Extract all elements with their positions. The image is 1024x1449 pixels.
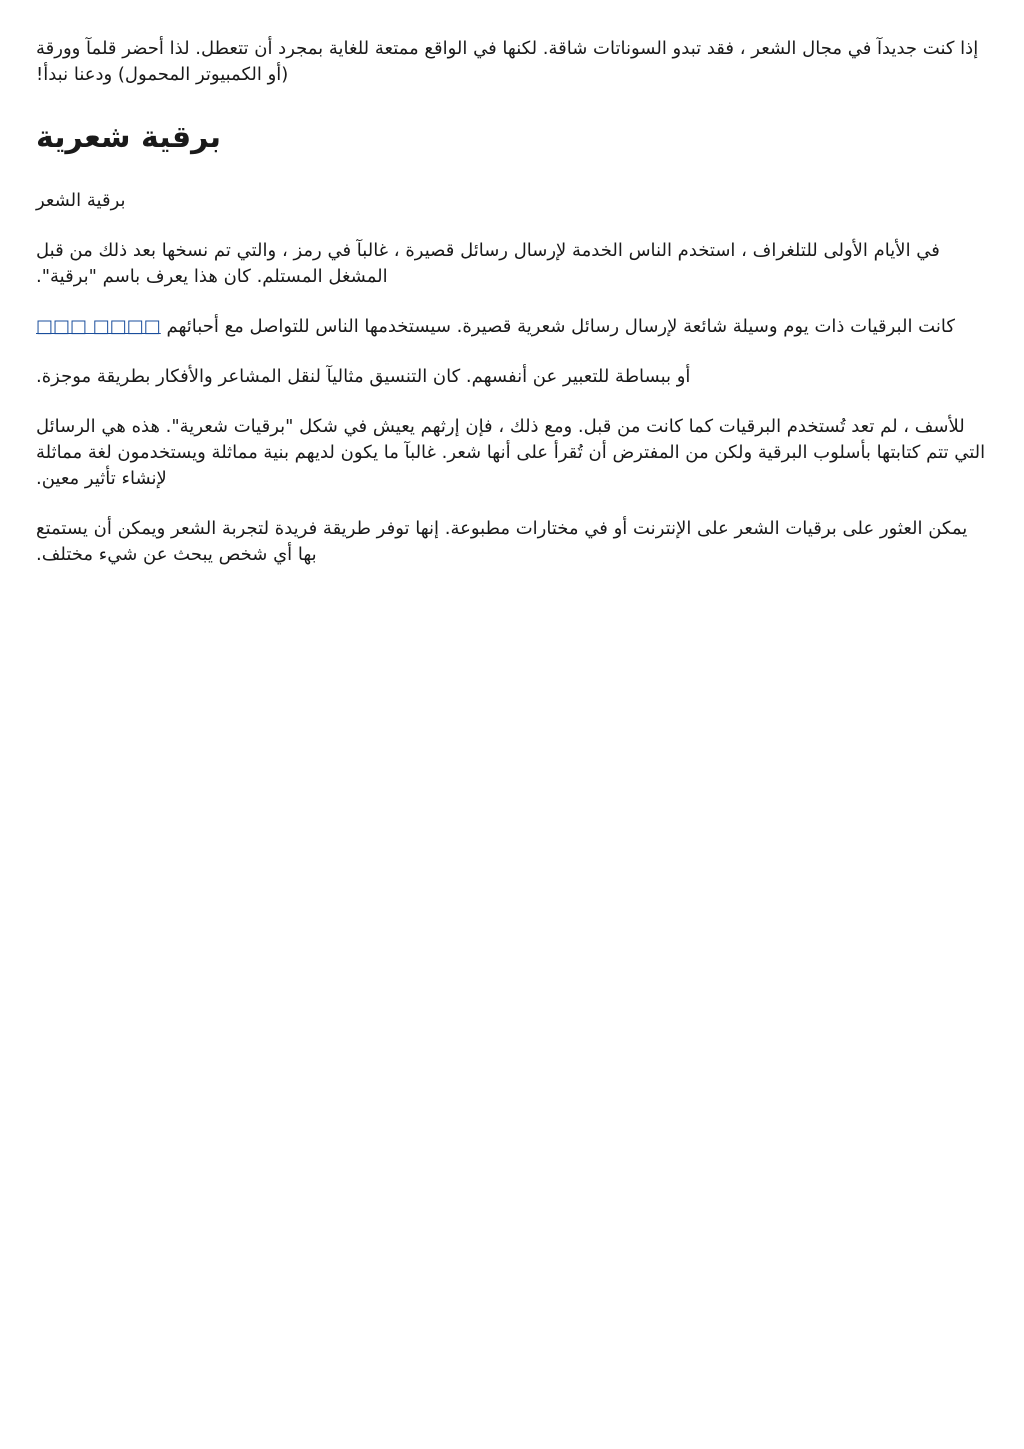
subheading-paragraph: برقية الشعر [36,190,126,211]
body-paragraph-5: يمكن العثور على برقيات الشعر على الإنترنت أو في مختارات مطبوعة. إنها توفر طريقة فريدة لتجربة الشعر ويمكن أن يستمتع بها أي شخص يبحث عن شيء مختلف. [36,518,968,565]
document-page [0,0,1024,568]
body-paragraph-4: للأسف ، لم تعد تُستخدم البرقيات كما كانت من قبل. ومع ذلك ، فإن إرثهم يعيش في شكل "برقيات شعرية". هذه هي الرسائل التي تتم كتابتها بأسلوب البرقية ولكن من المفترض أن تُقرأ على أنها شعر. غالبآ ما يكون لديهم بنية مماثلة ويستخدمون لغة مماثلة لإنشاء تأثير معين. [36,416,986,489]
body-paragraph-3: أو ببساطة للتعبير عن أنفسهم. كان التنسيق مثاليآ لنقل المشاعر والأفكار بطريقة موجزة. [36,366,691,387]
article-heading: برقية شعرية [36,120,222,155]
inline-link[interactable]: □□□□ □□□ [36,316,161,337]
body-paragraph-1: في الأيام الأولى للتلغراف ، استخدم الناس الخدمة لإرسال رسائل قصيرة ، غالبآ في رمز ، والتي تم نسخها بعد ذلك من قبل المشغل المستلم. كان هذا يعرف باسم "برقية". [36,240,940,287]
body-paragraph-2-text: كانت البرقيات ذات يوم وسيلة شائعة لإرسال رسائل شعرية قصيرة. سيستخدمها الناس للتواصل مع أحبائهم [166,316,955,337]
intro-paragraph: إذا كنت جديدآ في مجال الشعر ، فقد تبدو السوناتات شاقة. لكنها في الواقع ممتعة للغاية بمجرد أن تتعطل. لذا أحضر قلمآ وورقة (أو الكمبيوتر المحمول) ودعنا نبدأ! [36,38,979,85]
body-paragraph-2 [36,314,988,340]
